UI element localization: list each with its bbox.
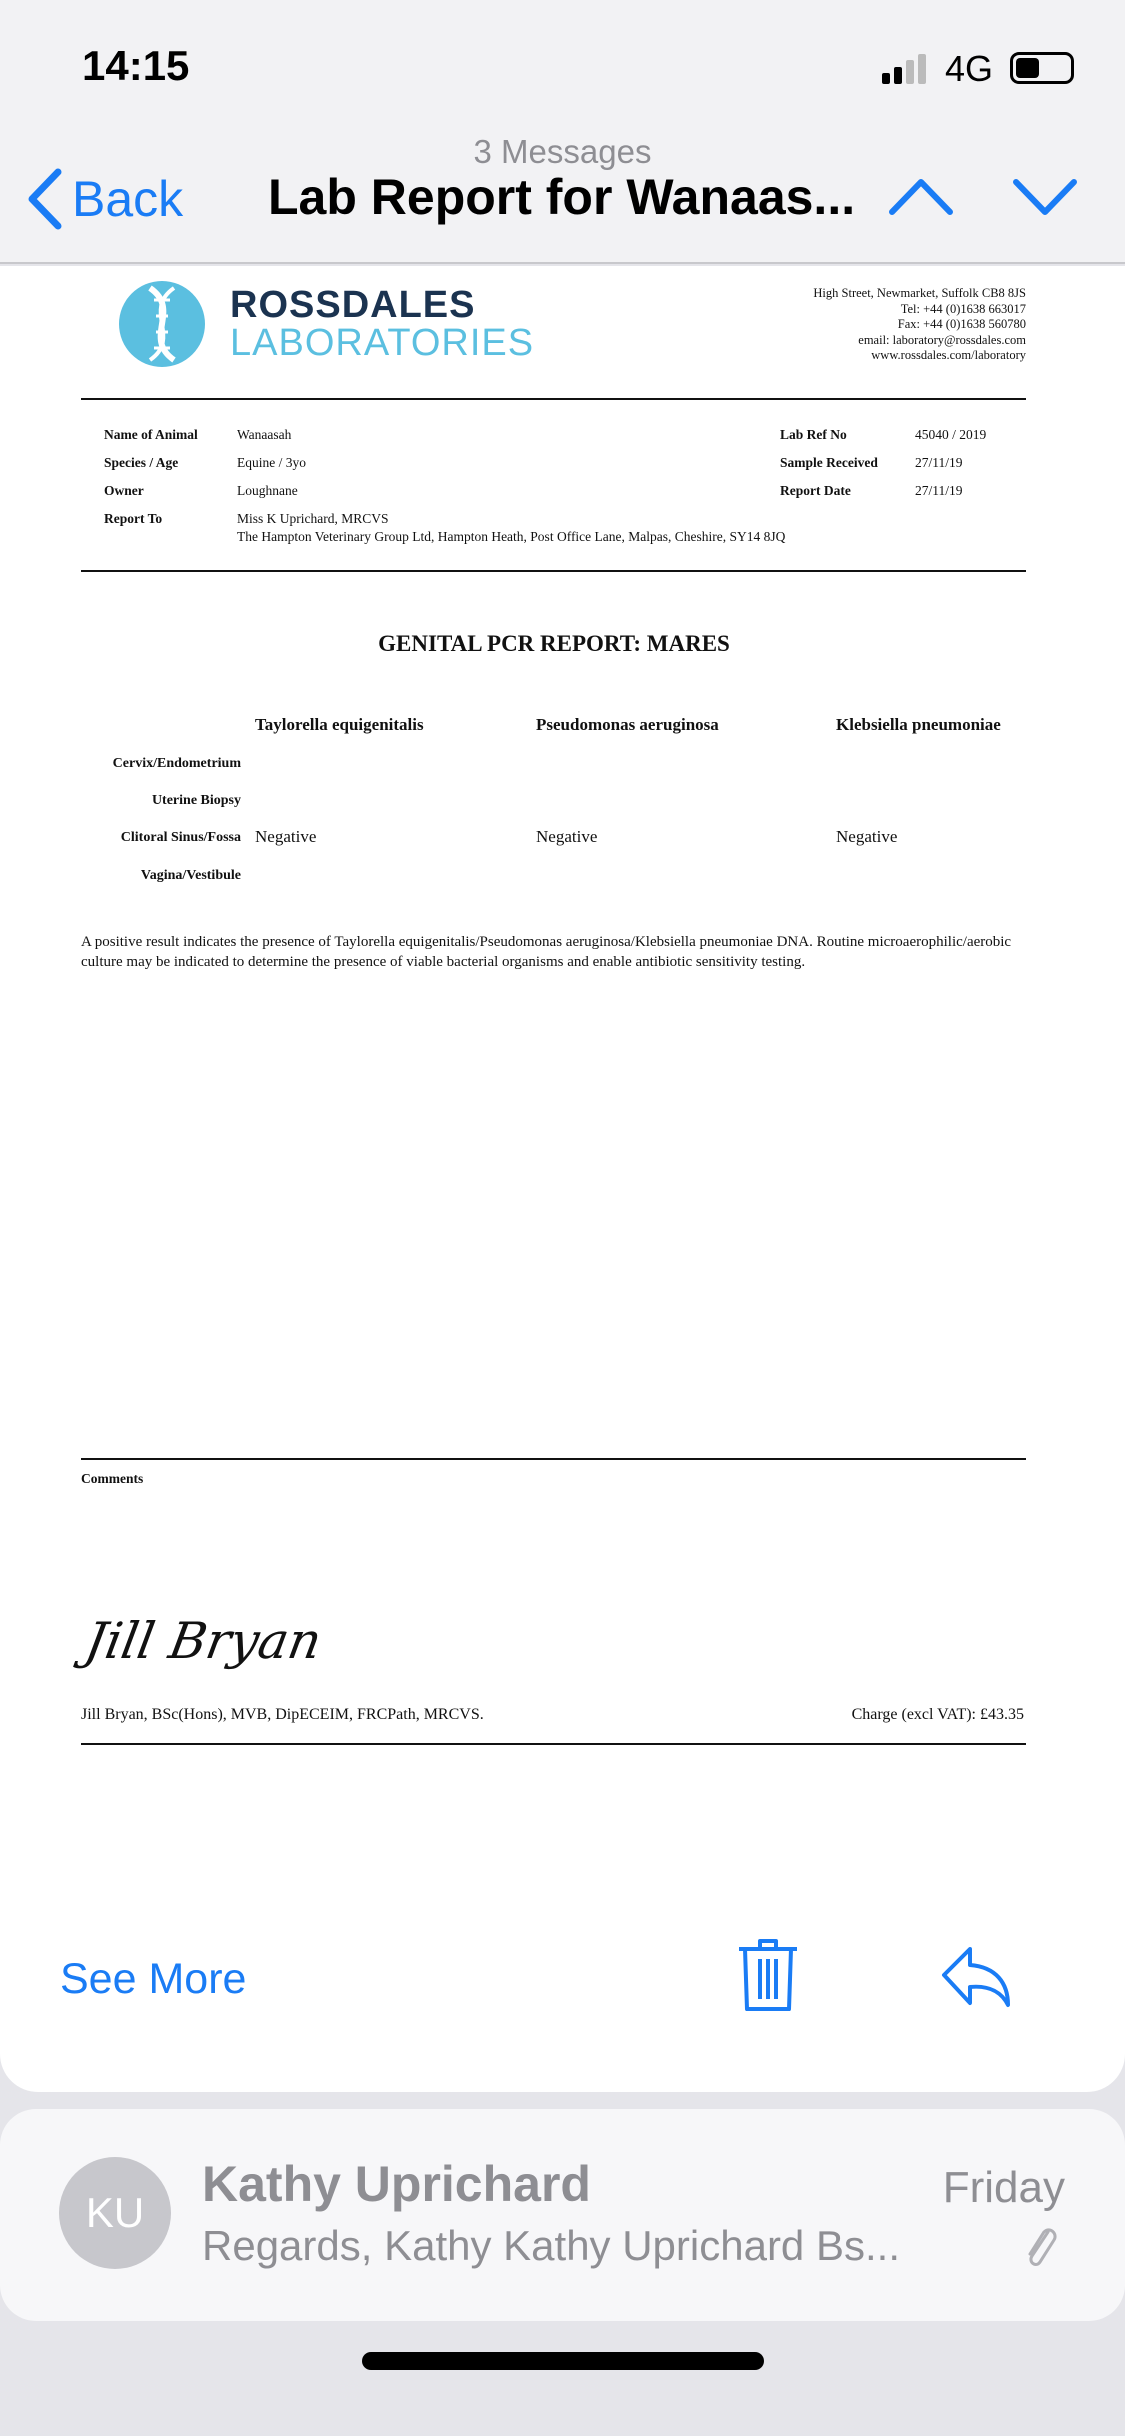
next-message-button[interactable] [1012,178,1078,218]
divider [81,1458,1026,1460]
email: email: laboratory@rossdales.com [858,332,1026,347]
label-species-age: Species / Age [104,455,179,470]
status-time: 14:15 [82,42,190,89]
lab-ref: 45040 / 2019 [915,427,987,442]
logo-text-rossdales: ROSSDALES [230,284,476,326]
attachment-icon [1022,2222,1058,2270]
owner: Loughnane [237,483,298,498]
previous-message-button[interactable] [888,176,954,216]
report-date: 27/11/19 [915,483,963,498]
label-report-date: Report Date [780,483,851,498]
result-cell: Negative [255,827,317,846]
result-cell: Negative [536,827,598,846]
divider [81,1743,1026,1745]
signature: Jill Bryan [80,1612,326,1670]
fax: Fax: +44 (0)1638 560780 [897,317,1026,331]
battery-icon [1010,52,1074,84]
label-owner: Owner [104,483,144,498]
message-date: Friday [942,2163,1065,2212]
row-label: Uterine Biopsy [151,793,241,808]
column-header: Klebsiella pneumoniae [836,715,1001,734]
address-line: High Street, Newmarket, Suffolk CB8 8JS [813,286,1026,300]
divider [81,570,1026,572]
divider [81,398,1026,400]
label-animal-name: Name of Animal [104,427,198,442]
report-to: Miss K Uprichard, MRCVS [237,511,389,526]
animal-name: Wanaasah [237,427,292,442]
reply-icon[interactable] [940,1945,1014,2009]
row-label: Vagina/Vestibule [140,868,241,883]
result-cell: Negative [836,827,898,846]
report-note: A positive result indicates the presence of Taylorella equigenitalis/Pseudomonas aeruginosa/Klebsiella pneumoniae DNA. Routine microaerophilic/aerobic culture may be indicated to determine the presence of viable bacterial organisms and enable antibiotic sensitivity testing. [81,934,1012,970]
column-header: Pseudomonas aeruginosa [536,715,719,734]
logo-text-laboratories: LABORATORIES [230,322,535,364]
charge: Charge (excl VAT): £43.35 [851,1706,1024,1723]
species-age: Equine / 3yo [237,455,306,470]
message-preview: Regards, Kathy Kathy Uprichard Bs... [202,2222,900,2269]
email-subject: Lab Report for Wanaas... [268,169,856,225]
sample-received: 27/11/19 [915,455,963,470]
comments-label: Comments [81,1471,144,1486]
trash-icon[interactable] [736,1937,800,2013]
sender-name: Kathy Uprichard [202,2156,591,2212]
label-report-to: Report To [104,511,163,526]
column-header: Taylorella equigenitalis [255,715,424,734]
website: www.rossdales.com/laboratory [871,348,1026,362]
back-button[interactable] [26,168,183,230]
signal-icon [882,54,926,84]
network-type: 4G [945,48,994,89]
signatory: Jill Bryan, BSc(Hons), MVB, DipECEIM, FRCPath, MRCVS. [81,1706,484,1723]
report-to-address: The Hampton Veterinary Group Ltd, Hampton Heath, Post Office Lane, Malpas, Cheshire, SY14 8JQ [237,529,786,544]
label-sample-received: Sample Received [780,455,878,470]
report-title: GENITAL PCR REPORT: MARES [378,631,730,656]
rossdales-logo-icon [118,280,206,368]
row-label: Cervix/Endometrium [112,756,241,771]
phone: Tel: +44 (0)1638 663017 [900,301,1026,316]
row-label: Clitoral Sinus/Fossa [120,830,241,845]
label-lab-ref: Lab Ref No [780,427,847,442]
home-indicator[interactable] [362,2352,764,2370]
lab-address [813,286,1026,364]
message-count: 3 Messages [473,133,652,170]
chevron-left-icon [26,168,62,230]
avatar: KU [59,2157,171,2269]
see-more-button[interactable]: See More [60,1955,247,2003]
back-label: Back [72,171,184,227]
